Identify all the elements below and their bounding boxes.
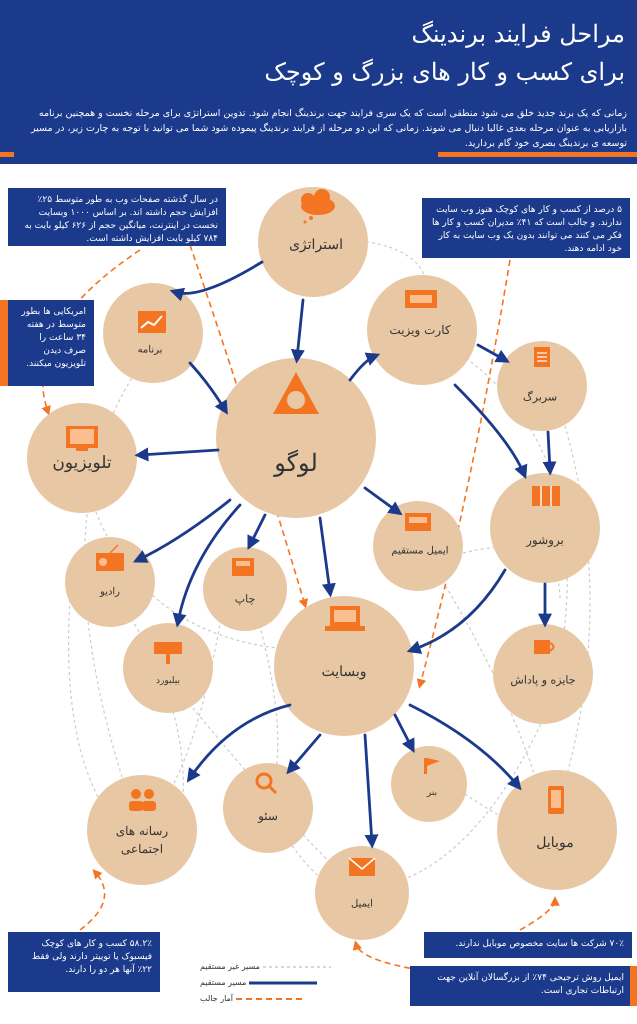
direct-path: [297, 300, 303, 358]
legend-direct: [200, 978, 319, 987]
legend-indirect: [200, 962, 333, 971]
laptop-icon: [325, 606, 365, 631]
direct-path: [138, 500, 230, 560]
header-accent-left: [0, 152, 14, 157]
direct-path: [478, 345, 505, 360]
mail-icon: [349, 858, 375, 876]
circle-radio: [65, 537, 155, 627]
stat-email-pref-accent: [630, 966, 637, 1006]
node-label-program: برنامه: [137, 344, 163, 356]
direct-path: [365, 488, 398, 512]
legend-direct-label: مسیر مستقیم: [200, 978, 247, 987]
print-icon: [232, 558, 254, 576]
intro-text: زمانی که یک برند جدید خلق می شود منطقی است که یک سری فرایند جهت برندینگ انجام شود. تدوین استراتژی برای مرحله نخست و همچنین برنامه بازاریابی به عنوان مرحله بعدی غالبا دنبال می شوند. زمانی که این دو مرحله از فرایند برندینگ پیموده شود شما می توانید با توجه به چارت زیر، در مسیر توسعه ی برندینگ بصری خود گام بردارید.: [30, 108, 627, 149]
chart-growth-icon: [138, 311, 166, 333]
node-label-television: تلویزیون: [52, 453, 112, 473]
phone-icon: [548, 786, 564, 814]
node-label-brochure: بروشور: [526, 533, 564, 547]
node-label-mobile: موبایل: [536, 835, 574, 851]
stat-social-media: ۵۸.۲٪ کسب و کار های کوچک فیسبوک یا توییتر دارند ولی فقط ۲۲٪ آنها هر دو را دارند.: [8, 932, 160, 992]
stat-path: [80, 872, 105, 930]
node-label-strategy: استراتژی: [288, 237, 344, 253]
stat-americans-tv-accent: [0, 300, 8, 386]
envelope-card-icon: [405, 513, 431, 531]
node-label-direct-email: ایمیل مستقیم: [391, 545, 449, 557]
direct-path: [320, 518, 330, 592]
stat-americans-tv: امریکایی ها بطور متوسط در هفته ۳۴ ساعت را صرف دیدن تلویزیون میکنند.: [8, 300, 94, 386]
title-line-1: مراحل فرایند برندینگ: [411, 20, 625, 48]
stat-small-business-web: ۵ درصد از کسب و کار های کوچک هنوز وب سایت ندارند. و جالب است که ۴۱٪ مدیران کسب و کار ها فکر می کنند می توانند بدون یک وب سایت به کار خود ادامه دهند.: [422, 198, 630, 258]
direct-path: [548, 432, 550, 470]
tv-icon: [66, 426, 98, 451]
node-label-print: چاپ: [234, 592, 256, 606]
direct-path: [395, 715, 412, 748]
node-label-seo: سئو: [258, 809, 278, 823]
document-icon: [534, 347, 550, 367]
stat-email-pref: ایمیل روش ترجیحی ۷۴٪ از بزرگسالان آنلاین جهت ارتباطات تجاری است.: [410, 966, 632, 1006]
node-label-radio: رادیو: [99, 586, 121, 598]
direct-path: [365, 735, 372, 843]
node-label-letterhead: سربرگ: [522, 390, 558, 404]
node-label-email: ایمیل: [351, 898, 373, 910]
legend-stats-label: آمار جالب: [200, 994, 234, 1003]
header-accent-right: [438, 152, 637, 157]
brochure-icon: [532, 486, 560, 506]
circle-billboard: [123, 623, 213, 713]
node-label-business-card: کارت ویزیت: [389, 323, 451, 337]
node-label-banner: بنر: [426, 788, 438, 798]
branding-diagram: [0, 164, 637, 1024]
stat-mobile-site: ۷۰٪ شرکت ها سایت مخصوص موبایل ندارند.: [424, 932, 632, 958]
node-label-website: وبسایت: [321, 664, 367, 680]
direct-path: [290, 735, 320, 770]
business-card-icon: [405, 290, 437, 308]
direct-path: [190, 363, 225, 410]
stat-web-pages: در سال گذشته صفحات وب به طور متوسط ۲۵٪ افزایش حجم داشته اند. بر اساس ۱۰۰۰ وبسایت نخست در اینترنت، میانگین حجم از ۶۲۶ کیلو بایت به ۷۸۴ کیلو بایت افزایش داشته است.: [8, 188, 226, 246]
title-line-2: برای کسب و کار های بزرگ و کوچک: [264, 58, 625, 86]
direct-path: [175, 262, 262, 293]
direct-path: [250, 515, 265, 545]
circle-banner: [391, 746, 467, 822]
legend-stats: [200, 994, 306, 1003]
node-label-award: جایزه و پاداش: [510, 673, 576, 687]
node-label-social-media: رسانه های اجتماعی: [115, 824, 169, 856]
stat-path: [520, 900, 555, 930]
node-label-logo: لوگو: [274, 449, 318, 477]
direct-path: [140, 450, 218, 455]
header: [0, 0, 637, 164]
legend-indirect-label: مسیر غیر مستقیم: [200, 962, 260, 971]
node-label-billboard: بیلبورد: [156, 676, 180, 686]
direct-path: [350, 356, 375, 380]
indirect-path: [550, 380, 590, 830]
